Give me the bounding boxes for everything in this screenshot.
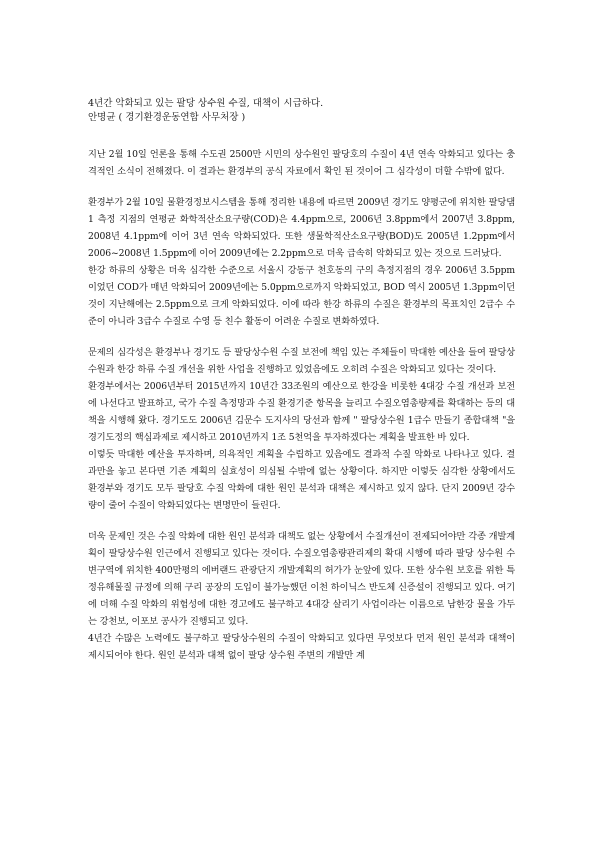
paragraph-gap bbox=[88, 330, 515, 344]
paragraph: 이렇듯 막대한 예산을 투자하며, 의욕적인 계획을 수립하고 있음에도 결과적 수질 악화로 나타나고 있다. 결과만을 놓고 본다면 기존 계획의 실효성이 의심될 수밖에 없는 상황이다. 하지만 이렇듯 심각한 상황에서도 환경부와 경기도 모두 팔당호 수질 악화에 대한 원인 분석과 대책은 제시하고 있지 않다. 단지 2009년 강수량이 줄어 수질이 악화되었다는 변명만이 들린다. bbox=[88, 449, 515, 511]
document-title: 4년간 악화되고 있는 팔당 상수원 수질, 대책이 시급하다. bbox=[88, 98, 324, 109]
paragraph: 한강 하류의 상황은 더욱 심각한 수준으로 서울시 강동구 천호동의 구의 측정지점의 경우 2006년 3.5ppm이었던 COD가 매년 악화되어 2009년에는 5.0ppm으로까지 악화되었고, BOD 역시 2005년 1.3ppm이던 것이 지난해에는 2.5ppm으로 크게 악화되었다. 이에 따라 한강 하류의 수질은 환경부의 목표치인 2급수 수준이 아니라 3급수 수질로 수영 등 친수 활동이 어려운 수질로 변화하였다. bbox=[88, 265, 515, 327]
paragraph-gap bbox=[88, 514, 515, 528]
paragraph-gap bbox=[88, 180, 515, 194]
paragraph: 환경부가 2월 10일 물환경정보시스템을 통해 정리한 내용에 따르면 2009년 경기도 양평군에 위치한 팔당댐 1 측정 지점의 연평균 화학적산소요구량(COD)은 4.4ppm으로, 2006년 3.8ppm에서 2007년 3.8ppm, 2008년 4.1ppm에 이어 3년 연속 악화되었다. 또한 생물학적산소요구량(BOD)도 2005년 1.2ppm에서 2006~2008년 1.5ppm에 이어 2009년에는 2.2ppm으로 더욱 급속히 악화되고 있는 것으로 드러났다. bbox=[88, 197, 515, 259]
paragraph: 문제의 심각성은 환경부나 경기도 등 팔당상수원 수질 보전에 책임 있는 주체들이 막대한 예산을 들여 팔당상수원과 한강 하류 수질 개선을 위한 사업을 진행하고 있었음에도 오히려 수질은 악화되고 있다는 것이다. bbox=[88, 347, 515, 375]
paragraph: 더욱 문제인 것은 수질 악화에 대한 원인 분석과 대책도 없는 상황에서 수질개선이 전제되어야만 각종 개발계획이 팔당상수원 인근에서 진행되고 있다는 것이다. 수질오염총량관리제의 확대 시행에 따라 팔당 상수원 수변구역에 위치한 400만평의 에버랜드 관광단지 개발계획의 허가가 눈앞에 있다. 또한 상수원 보호를 위한 특정유해물질 규정에 의해 구리 공장의 도입이 불가능했던 이천 하이닉스 반도체 신증설이 진행되고 있다. 여기에 더해 수질 악화의 위험성에 대한 경고에도 불구하고 4대강 살리기 사업이라는 이름으로 남한강 물을 가두는 강천보, 이포보 공사가 진행되고 있다. bbox=[88, 531, 515, 627]
document-author: 안명균 ( 경기환경운동연합 사무처장 ) bbox=[88, 112, 246, 123]
document-body bbox=[88, 97, 515, 664]
paragraph: 지난 2월 10일 언론을 통해 수도권 2500만 시민의 상수원인 팔당호의 수질이 4년 연속 악화되고 있다는 충격적인 소식이 전해졌다. 이 결과는 환경부의 공식 자료에서 확인 된 것이어 그 심각성이 더할 수밖에 없다. bbox=[88, 149, 515, 177]
paragraph: 환경부에서는 2006년부터 2015년까지 10년간 33조원의 예산으로 한강을 비롯한 4대강 수질 개선과 보전에 나선다고 발표하고, 국가 수질 측정망과 수질 환경기준 항목을 늘리고 수질오염총량제를 확대하는 등의 대책을 시행해 왔다. 경기도도 2006년 김문수 도지사의 당선과 함께 " 팔당상수원 1급수 만들기 종합대책 "을 경기도정의 핵심과제로 제시하고 2010년까지 1조 5천억을 투자하겠다는 계획을 발표한 바 있다. bbox=[88, 381, 515, 443]
paragraph: 4년간 수많은 노력에도 불구하고 팔당상수원의 수질이 악화되고 있다면 무엇보다 먼저 원인 분석과 대책이 제시되어야 한다. 원인 분석과 대책 없이 팔당 상수원 주변의 개발만 계 bbox=[88, 633, 515, 661]
